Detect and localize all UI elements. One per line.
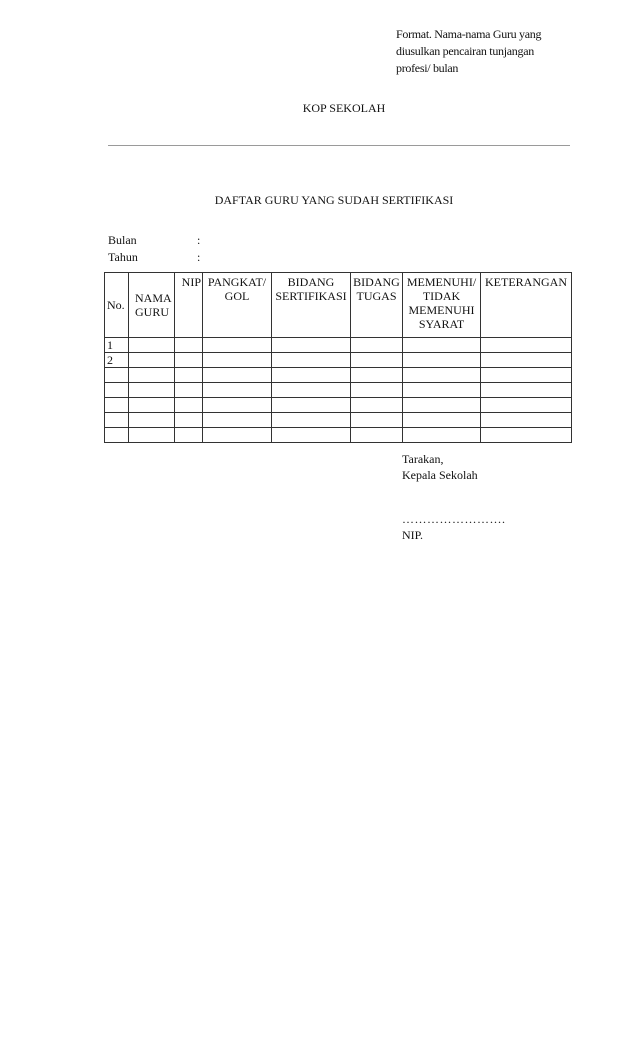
cell-no: 2 bbox=[105, 353, 129, 368]
cell-bidang-sertifikasi bbox=[272, 353, 351, 368]
header-pangkat-line: PANGKAT/ bbox=[207, 275, 267, 289]
cell-pangkat bbox=[203, 353, 272, 368]
format-note-line: diusulkan pencairan tunjangan bbox=[396, 44, 534, 58]
cell-memenuhi bbox=[403, 398, 481, 413]
header-bidang-tugas bbox=[351, 273, 403, 338]
cell-memenuhi bbox=[403, 368, 481, 383]
header-nama-guru bbox=[129, 273, 175, 338]
cell-keterangan bbox=[481, 413, 572, 428]
cell-bidang-tugas bbox=[351, 368, 403, 383]
format-note bbox=[396, 26, 576, 77]
teacher-table bbox=[104, 272, 572, 443]
cell-bidang-tugas bbox=[351, 398, 403, 413]
cell-bidang-tugas bbox=[351, 428, 403, 443]
format-note-line: profesi/ bulan bbox=[396, 61, 459, 75]
cell-keterangan bbox=[481, 353, 572, 368]
header-bs-line: SERTIFIKASI bbox=[275, 289, 347, 303]
cell-nip bbox=[175, 338, 203, 353]
cell-nama bbox=[129, 338, 175, 353]
bulan-label: Bulan bbox=[108, 233, 137, 247]
format-note-line: Format. Nama-nama Guru yang bbox=[396, 27, 542, 41]
signature-dots: ……………………. bbox=[402, 512, 506, 526]
cell-bidang-sertifikasi bbox=[272, 428, 351, 443]
divider-line bbox=[108, 145, 570, 146]
cell-bidang-tugas bbox=[351, 413, 403, 428]
cell-bidang-sertifikasi bbox=[272, 413, 351, 428]
table-row bbox=[105, 383, 572, 398]
header-ms-line: MEMENUHI/ bbox=[406, 275, 477, 289]
signature-nip: NIP. bbox=[402, 528, 424, 542]
cell-no bbox=[105, 428, 129, 443]
cell-keterangan bbox=[481, 338, 572, 353]
header-bt-line: BIDANG bbox=[353, 275, 400, 289]
cell-pangkat bbox=[203, 368, 272, 383]
cell-nama bbox=[129, 398, 175, 413]
cell-nip bbox=[175, 398, 203, 413]
header-bidang-sertifikasi bbox=[272, 273, 351, 338]
tahun-label: Tahun bbox=[108, 250, 138, 264]
cell-pangkat bbox=[203, 413, 272, 428]
cell-nip bbox=[175, 368, 203, 383]
header-ms-line: SYARAT bbox=[418, 317, 465, 331]
header-keterangan: KETERANGAN bbox=[481, 273, 572, 338]
table-row bbox=[105, 353, 572, 368]
header-pangkat-gol bbox=[203, 273, 272, 338]
header-pangkat-line: GOL bbox=[224, 289, 250, 303]
header-ms-line: MEMENUHI bbox=[408, 303, 475, 317]
cell-nama bbox=[129, 383, 175, 398]
cell-bidang-tugas bbox=[351, 383, 403, 398]
header-no: No. bbox=[105, 273, 129, 338]
header-nama-line: GURU bbox=[135, 305, 170, 319]
cell-nama bbox=[129, 353, 175, 368]
cell-bidang-sertifikasi bbox=[272, 398, 351, 413]
cell-bidang-tugas bbox=[351, 338, 403, 353]
cell-no bbox=[105, 413, 129, 428]
cell-nip bbox=[175, 353, 203, 368]
cell-nama bbox=[129, 413, 175, 428]
cell-pangkat bbox=[203, 338, 272, 353]
cell-memenuhi bbox=[403, 383, 481, 398]
table-row bbox=[105, 398, 572, 413]
cell-nip bbox=[175, 413, 203, 428]
document-title: DAFTAR GURU YANG SUDAH SERTIFIKASI bbox=[214, 193, 454, 207]
header-memenuhi-syarat bbox=[403, 273, 481, 338]
cell-pangkat bbox=[203, 398, 272, 413]
header-bs-line: BIDANG bbox=[287, 275, 335, 289]
cell-memenuhi bbox=[403, 338, 481, 353]
table-row bbox=[105, 368, 572, 383]
kop-sekolah: KOP SEKOLAH bbox=[302, 101, 386, 115]
header-nama-line: NAMA bbox=[135, 291, 172, 305]
cell-nama bbox=[129, 368, 175, 383]
cell-bidang-sertifikasi bbox=[272, 338, 351, 353]
cell-pangkat bbox=[203, 428, 272, 443]
cell-memenuhi bbox=[403, 428, 481, 443]
table-row bbox=[105, 338, 572, 353]
signature-place: Tarakan, bbox=[402, 452, 444, 466]
header-ms-line: TIDAK bbox=[422, 289, 461, 303]
bulan-colon: : bbox=[197, 233, 201, 247]
table-row bbox=[105, 428, 572, 443]
cell-no: 1 bbox=[105, 338, 129, 353]
signature-role: Kepala Sekolah bbox=[402, 468, 478, 482]
header-bt-line: TUGAS bbox=[356, 289, 397, 303]
cell-keterangan bbox=[481, 368, 572, 383]
table-header-row bbox=[105, 273, 572, 338]
cell-memenuhi bbox=[403, 353, 481, 368]
cell-memenuhi bbox=[403, 413, 481, 428]
table-row bbox=[105, 413, 572, 428]
cell-nip bbox=[175, 383, 203, 398]
cell-no bbox=[105, 398, 129, 413]
cell-bidang-tugas bbox=[351, 353, 403, 368]
cell-pangkat bbox=[203, 383, 272, 398]
cell-no bbox=[105, 383, 129, 398]
cell-keterangan bbox=[481, 428, 572, 443]
cell-keterangan bbox=[481, 398, 572, 413]
header-nip: NIP bbox=[175, 273, 203, 338]
cell-bidang-sertifikasi bbox=[272, 383, 351, 398]
cell-keterangan bbox=[481, 383, 572, 398]
tahun-colon: : bbox=[197, 250, 201, 264]
cell-bidang-sertifikasi bbox=[272, 368, 351, 383]
cell-nama bbox=[129, 428, 175, 443]
cell-no bbox=[105, 368, 129, 383]
cell-nip bbox=[175, 428, 203, 443]
